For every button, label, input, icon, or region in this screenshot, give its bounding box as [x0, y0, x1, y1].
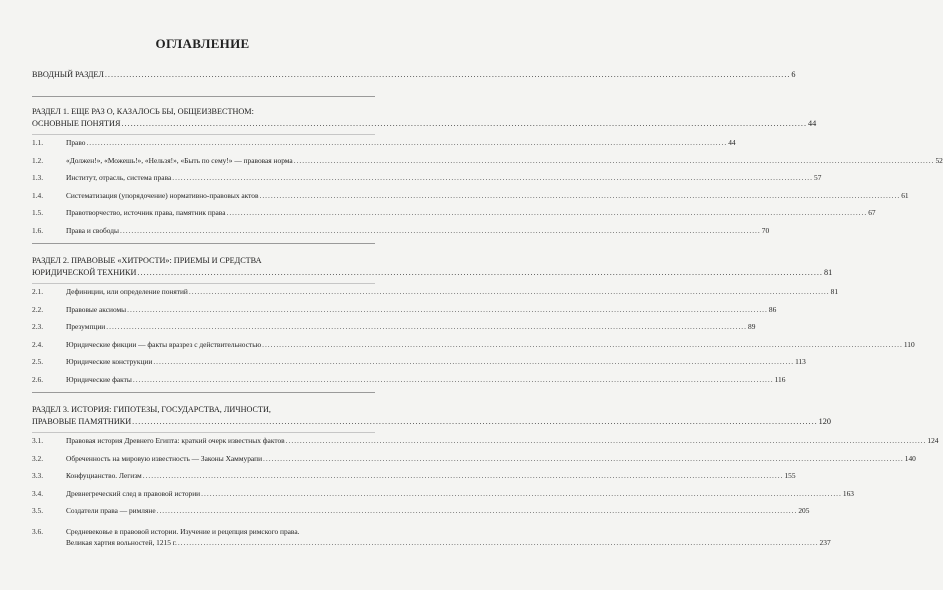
toc-entry[interactable] [32, 304, 777, 323]
section-divider [32, 243, 375, 244]
toc-entry[interactable] [32, 526, 831, 548]
toc-entry[interactable] [32, 155, 943, 174]
leader-dots [143, 471, 784, 480]
section-divider [32, 96, 375, 97]
toc-page-number: 57 [814, 173, 822, 182]
leader-dots [263, 454, 904, 463]
entry-number: 3.5. [32, 506, 44, 515]
toc-entry[interactable] [32, 225, 770, 244]
toc-entry-text: «Должен!», «Можешь!», «Нельзя!», «Быть по сему!» — правовая норма [66, 155, 293, 165]
entry-number: 2.3. [32, 322, 44, 331]
entry-number: 3.3. [32, 471, 44, 480]
entry-number: 1.6. [32, 225, 44, 235]
toc-entry[interactable] [32, 208, 876, 226]
toc-entry[interactable] [32, 436, 939, 454]
section-title-line: ПРАВОВЫЕ ПАМЯТНИКИ [32, 417, 132, 426]
toc-entry[interactable] [32, 471, 796, 489]
leader-dots [133, 375, 774, 384]
entry-number: 2.4. [32, 339, 44, 349]
toc-page-number: 70 [761, 225, 770, 235]
leader-dots [259, 191, 900, 200]
leader-dots [153, 357, 794, 366]
section-title-line: РАЗДЕЛ 2. ПРАВОВЫЕ «ХИТРОСТИ»: ПРИЕМЫ И СРЕДСТВА [32, 256, 262, 265]
leader-dots [137, 267, 823, 279]
entry-number: 1.1. [32, 138, 44, 147]
entry-number: 2.5. [32, 357, 44, 366]
leader-dots [178, 537, 819, 548]
toc-entry[interactable] [32, 339, 915, 358]
entry-divider [32, 283, 375, 284]
toc-entry[interactable] [32, 322, 756, 340]
toc-entry[interactable] [32, 506, 810, 524]
toc-page-number: 44 [728, 138, 736, 147]
leader-dots [294, 156, 935, 165]
section-title-line: ОСНОВНЫЕ ПОНЯТИЯ [32, 119, 121, 128]
page-title: ОГЛАВЛЕНИЕ [155, 36, 250, 51]
toc-entry-text: Юридические фикции — факты вразрез с действительностью [66, 339, 262, 349]
toc-entry-text: Систематизация (упорядочение) нормативно-правовых актов [66, 190, 259, 200]
toc-entry-text: Институт, отрасль, система права [66, 173, 172, 182]
toc-page-number: 155 [784, 471, 796, 480]
toc-entry-text: Право [66, 138, 86, 147]
leader-dots [120, 226, 761, 235]
section-title-line: РАЗДЕЛ 1. ЕЩЕ РАЗ О, КАЗАЛОСЬ БЫ, ОБЩЕИЗВЕСТНОМ: [32, 107, 254, 116]
leader-dots [189, 287, 830, 296]
entry-divider [32, 134, 375, 135]
entry-number: 1.5. [32, 208, 44, 217]
entry-number: 1.3. [32, 173, 44, 182]
entry-number: 1.4. [32, 190, 44, 200]
toc-entry[interactable] [32, 287, 839, 305]
toc-entry-text: ВВОДНЫЙ РАЗДЕЛ [32, 70, 104, 79]
toc-section-3 [32, 404, 939, 548]
toc-page-number: 120 [818, 417, 831, 426]
toc-entry-text: Права и свободы [66, 225, 120, 235]
toc-entry-text: Создатели права — римляне [66, 506, 156, 515]
toc-entry-text: Великая хартия вольностей, 1215 г. [66, 537, 177, 547]
toc-entry-text: Средневековье в правовой истории. Изучение и рецепция римского права. [66, 526, 300, 536]
toc-page-number: 52 [935, 155, 943, 165]
toc-page-number: 81 [830, 287, 839, 296]
toc-entry-text: Правотворчество, источник права, памятник права [66, 208, 226, 217]
section-title-line: ЮРИДИЧЕСКОЙ ТЕХНИКИ [32, 268, 137, 277]
toc-entry-text: Правовая история Древнего Египта: краткий очерк известных фактов [66, 436, 285, 445]
toc-page-number: 140 [904, 453, 916, 463]
toc-page-number: 44 [807, 119, 817, 128]
toc-entry-text: Конфуцианство. Легизм [66, 471, 142, 480]
toc-page-number: 110 [903, 339, 915, 349]
toc-entry-text: Юридические конструкции [66, 357, 153, 366]
toc-page-number: 163 [842, 488, 854, 498]
toc-section-1 [32, 106, 943, 243]
toc-entry-text: Обреченность на мировую известность — Законы Хаммурапи [66, 453, 263, 463]
section-divider [32, 392, 375, 393]
leader-dots [201, 489, 842, 498]
leader-dots [121, 118, 807, 130]
section-title-line: РАЗДЕЛ 3. ИСТОРИЯ: ГИПОТЕЗЫ, ГОСУДАРСТВА, ЛИЧНОСТИ, [32, 405, 271, 414]
toc-entry-text: Дефиниции, или определение понятий [66, 287, 188, 296]
entry-number: 2.1. [32, 287, 44, 296]
toc-page-number: 81 [823, 268, 833, 277]
toc-entry[interactable] [32, 173, 822, 191]
entry-number: 2.6. [32, 374, 44, 384]
toc-entry[interactable] [32, 453, 916, 472]
toc-page-number: 237 [819, 537, 831, 547]
toc-entry-text: Презумпции [66, 322, 106, 331]
leader-dots [172, 173, 813, 182]
toc-page-number: 61 [901, 190, 909, 200]
entry-number: 3.4. [32, 488, 44, 498]
entry-number: 3.2. [32, 453, 44, 463]
entry-number: 2.2. [32, 304, 44, 314]
leader-dots [127, 305, 768, 314]
toc-section-2 [32, 255, 915, 392]
toc-entry[interactable] [32, 190, 909, 209]
toc-page-number: 89 [748, 322, 756, 331]
toc-entry[interactable] [32, 488, 854, 507]
leader-dots [132, 416, 818, 428]
leader-dots [286, 436, 927, 445]
toc-entry-text: Юридические факты [66, 374, 132, 384]
toc-page-number: 124 [927, 436, 939, 445]
toc-page-number: 86 [768, 304, 777, 314]
toc-intro-entry[interactable] [32, 70, 796, 79]
toc-entry-text: Правовые аксиомы [66, 304, 127, 314]
leader-dots [86, 138, 727, 147]
toc-page-number: 67 [868, 208, 876, 217]
section-title[interactable] [32, 255, 833, 279]
toc-entry-text: Древнегреческий след в правовой истории [66, 488, 201, 498]
entry-number: 3.6. [32, 526, 44, 536]
section-title[interactable] [32, 106, 817, 130]
leader-dots [106, 322, 747, 331]
toc-page-number: 205 [798, 506, 810, 515]
toc-page-number: 116 [774, 374, 786, 384]
toc-page-number: 113 [795, 357, 806, 366]
entry-number: 3.1. [32, 436, 44, 445]
leader-dots [262, 340, 903, 349]
entry-number: 1.2. [32, 155, 44, 165]
toc-page-number: 6 [791, 70, 796, 79]
section-title[interactable] [32, 404, 831, 428]
leader-dots [157, 506, 798, 515]
toc-entry[interactable] [32, 138, 736, 156]
leader-dots [226, 208, 867, 217]
entry-divider [32, 432, 375, 433]
leader-dots [105, 70, 791, 79]
toc-entry[interactable] [32, 357, 806, 375]
toc-entry[interactable] [32, 374, 786, 393]
